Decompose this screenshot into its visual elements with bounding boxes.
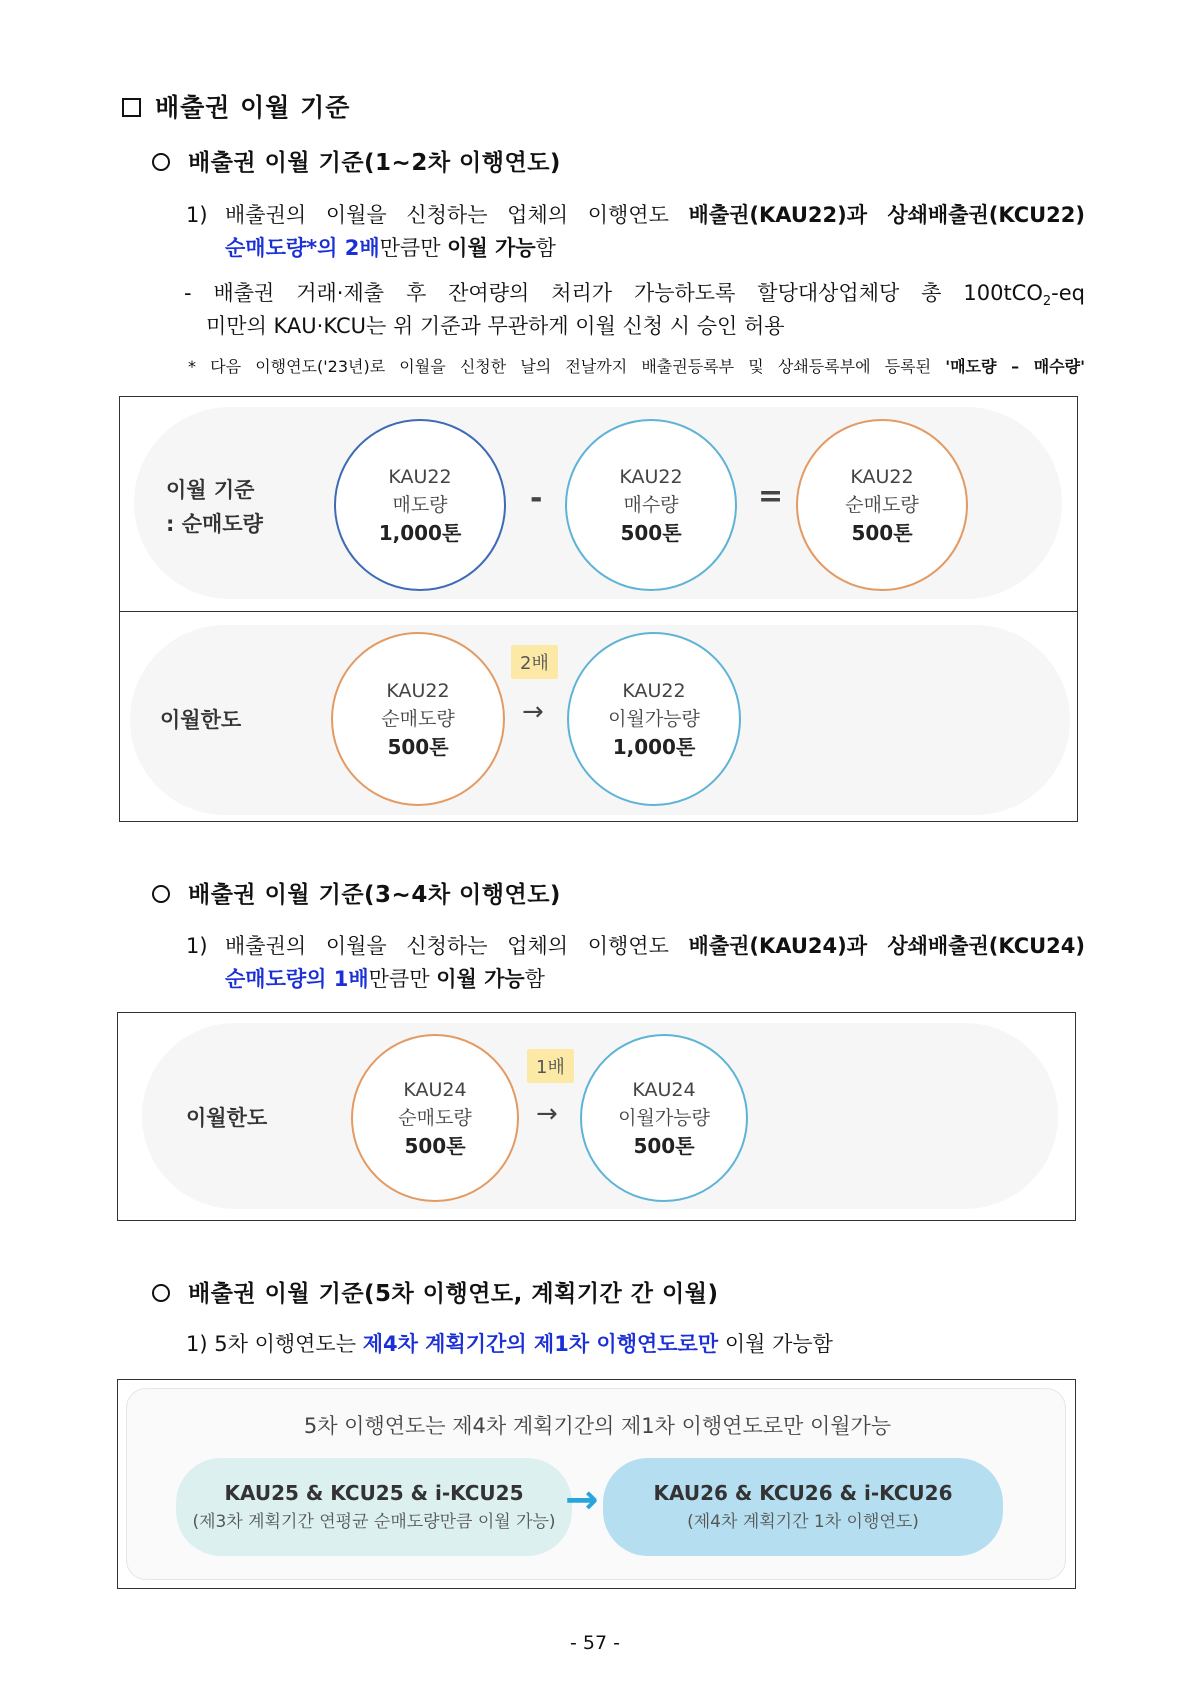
diagram-divider bbox=[120, 611, 1077, 612]
net-sell-circle: KAU22 순매도량 500톤 bbox=[796, 419, 968, 591]
circle-bullet-icon bbox=[152, 153, 170, 171]
to-period-pill: KAU26 & KCU26 & i-KCU26 (제4차 계획기간 1차 이행연도) bbox=[603, 1458, 1003, 1556]
arrow-right-icon: → bbox=[536, 1099, 558, 1129]
carryover-amount-circle: KAU22 이월가능량 1,000톤 bbox=[567, 632, 741, 806]
buy-amount-circle: KAU22 매수량 500톤 bbox=[565, 419, 737, 591]
equals-sign: = bbox=[758, 479, 784, 514]
section-2-item-line2: 순매도량의 1배만큼만 이월 가능함 bbox=[225, 967, 545, 991]
circle-bullet-icon bbox=[152, 885, 170, 903]
section-1-item-line2: 순매도량*의 2배만큼만 이월 가능함 bbox=[225, 236, 556, 260]
carryover-amount-circle-2: KAU24 이월가능량 500톤 bbox=[580, 1034, 748, 1202]
arrow-right-icon: → bbox=[565, 1477, 599, 1523]
carryover-criteria-label: 이월 기준 : 순매도량 bbox=[166, 478, 263, 536]
section-1-item-number: 1) bbox=[186, 203, 208, 227]
carryover-limit-label: 이월한도 bbox=[160, 708, 242, 732]
multiplier-badge: 2배 bbox=[511, 645, 558, 679]
section-1-dash-line2: 미만의 KAU·KCU는 위 기준과 무관하게 이월 신청 시 승인 허용 bbox=[206, 314, 785, 338]
section-3-title: 배출권 이월 기준(5차 이행연도, 계획기간 간 이월) bbox=[152, 1275, 718, 1308]
net-sell-circle-2: KAU22 순매도량 500톤 bbox=[331, 632, 505, 806]
net-sell-circle-3: KAU24 순매도량 500톤 bbox=[351, 1034, 519, 1202]
carryover-limit-label-2: 이월한도 bbox=[186, 1106, 268, 1130]
section-1-title: 배출권 이월 기준(1~2차 이행연도) bbox=[152, 144, 561, 177]
page-heading: 배출권 이월 기준 bbox=[122, 88, 350, 124]
circle-bullet-icon bbox=[152, 1284, 170, 1302]
arrow-right-icon: → bbox=[522, 697, 544, 727]
section-2-title: 배출권 이월 기준(3~4차 이행연도) bbox=[152, 876, 561, 909]
page-number: - 57 - bbox=[570, 1632, 620, 1654]
period-panel-title: 5차 이행연도는 제4차 계획기간의 제1차 이행연도로만 이월가능 bbox=[303, 1414, 892, 1438]
section-2-item-line1: 배출권의 이월을 신청하는 업체의 이행연도 배출권(KAU24)과 상쇄배출권(KCU24) bbox=[225, 934, 1085, 958]
section-1-footnote: * 다음 이행연도('23년)로 이월을 신청한 날의 전날까지 배출권등록부 및 상쇄등록부에 등록된 '매도량 – 매수량' bbox=[188, 357, 1085, 376]
diagram-box-3 bbox=[117, 1379, 1076, 1589]
sell-amount-circle: KAU22 매도량 1,000톤 bbox=[334, 419, 506, 591]
diagram-box-2 bbox=[117, 1012, 1076, 1221]
checkbox-square-icon bbox=[122, 98, 141, 117]
from-period-pill: KAU25 & KCU25 & i-KCU25 (제3차 계획기간 연평균 순매도량만큼 이월 가능) bbox=[176, 1458, 572, 1556]
minus-sign: - bbox=[530, 481, 543, 516]
section-2-item-number: 1) bbox=[186, 934, 208, 958]
diagram-box-1 bbox=[119, 396, 1078, 822]
section-3-item: 1) 5차 이행연도는 제4차 계획기간의 제1차 이행연도로만 이월 가능함 bbox=[186, 1332, 833, 1356]
multiplier-badge-2: 1배 bbox=[527, 1049, 574, 1083]
section-1-dash-line1: - 배출권 거래·제출 후 잔여량의 처리가 가능하도록 할당대상업체당 총 100tCO$_2$-eq bbox=[184, 281, 1085, 310]
section-1-item-line1: 배출권의 이월을 신청하는 업체의 이행연도 배출권(KAU22)과 상쇄배출권(KCU22) bbox=[225, 203, 1085, 227]
